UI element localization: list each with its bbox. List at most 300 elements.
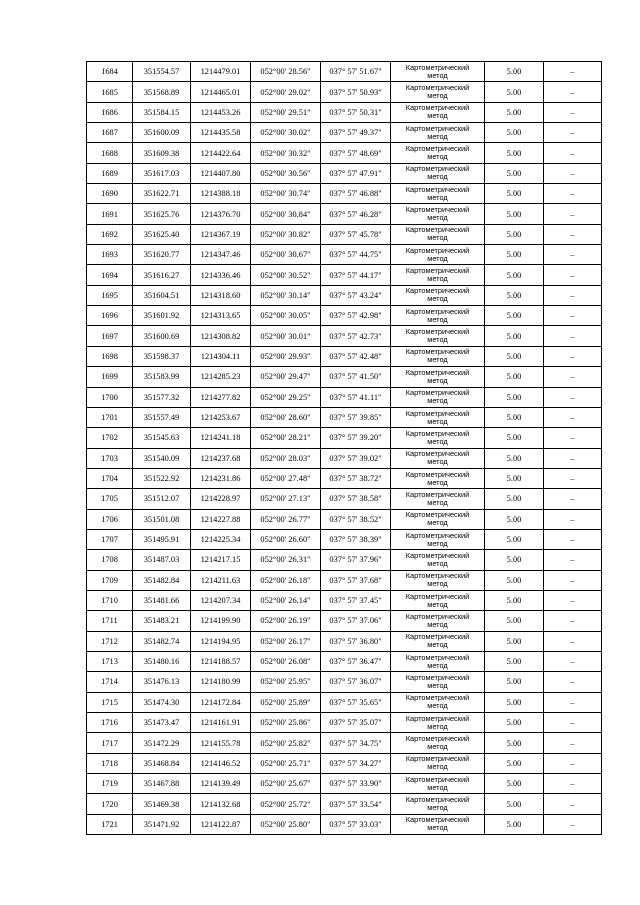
latitude-cell: 052°00' 30.32" [251,143,321,163]
point-number-cell: 1707 [87,529,133,549]
longitude-cell: 037° 57' 36.80" [321,631,391,651]
description-cell: – [544,733,602,753]
method-line-1: Картометрический [405,754,470,764]
y-coordinate-cell: 1214155.78 [191,733,251,753]
description-cell: – [544,428,602,448]
method-cell [391,794,485,814]
x-coordinate-cell: 351622.71 [133,184,191,204]
accuracy-cell: 5.00 [485,428,544,448]
method-line-2: метод [427,111,448,121]
accuracy-cell: 5.00 [485,204,544,224]
accuracy-cell: 5.00 [485,590,544,610]
method-line-1: Картометрический [405,103,470,113]
y-coordinate-cell: 1214199.90 [191,611,251,631]
x-coordinate-cell: 351598.37 [133,346,191,366]
longitude-cell: 037° 57' 33.03" [321,814,391,834]
method-line-2: метод [427,152,448,162]
description-cell: – [544,713,602,733]
method-line-2: метод [427,396,448,406]
description-cell: – [544,184,602,204]
description-cell: – [544,814,602,834]
y-coordinate-cell: 1214407.80 [191,163,251,183]
table-row [87,163,602,183]
longitude-cell: 037° 57' 45.78" [321,224,391,244]
description-cell: – [544,672,602,692]
y-coordinate-cell: 1214188.57 [191,651,251,671]
latitude-cell: 052°00' 29.25" [251,387,321,407]
point-number-cell: 1699 [87,367,133,387]
table-row [87,245,602,265]
point-number-cell: 1691 [87,204,133,224]
point-number-cell: 1695 [87,285,133,305]
method-cell [391,184,485,204]
method-cell [391,509,485,529]
method-line-1: Картометрический [405,388,470,398]
description-cell: – [544,611,602,631]
method-cell [391,814,485,834]
method-line-2: метод [427,558,448,568]
table-row [87,590,602,610]
y-coordinate-cell: 1214253.67 [191,407,251,427]
method-line-2: метод [427,599,448,609]
y-coordinate-cell: 1214217.15 [191,550,251,570]
method-line-2: метод [427,518,448,528]
method-line-2: метод [427,314,448,324]
description-cell: – [544,326,602,346]
latitude-cell: 052°00' 26.60" [251,529,321,549]
point-number-cell: 1714 [87,672,133,692]
latitude-cell: 052°00' 27.13" [251,489,321,509]
point-number-cell: 1688 [87,143,133,163]
method-cell [391,407,485,427]
point-number-cell: 1713 [87,651,133,671]
latitude-cell: 052°00' 25.72" [251,794,321,814]
description-cell: – [544,224,602,244]
x-coordinate-cell: 351480.16 [133,651,191,671]
table-row [87,489,602,509]
x-coordinate-cell: 351545.63 [133,428,191,448]
method-line-2: метод [427,619,448,629]
accuracy-cell: 5.00 [485,265,544,285]
table-row [87,123,602,143]
description-cell: – [544,346,602,366]
y-coordinate-cell: 1214336.46 [191,265,251,285]
table-row [87,204,602,224]
description-cell: – [544,204,602,224]
x-coordinate-cell: 351482.84 [133,570,191,590]
x-coordinate-cell: 351568.89 [133,82,191,102]
longitude-cell: 037° 57' 44.75" [321,245,391,265]
description-cell: – [544,143,602,163]
method-cell [391,326,485,346]
latitude-cell: 052°00' 29.02" [251,82,321,102]
method-line-1: Картометрический [405,713,470,723]
table-row [87,407,602,427]
table-row [87,611,602,631]
x-coordinate-cell: 351540.09 [133,448,191,468]
point-number-cell: 1693 [87,245,133,265]
y-coordinate-cell: 1214211.63 [191,570,251,590]
description-cell: – [544,774,602,794]
latitude-cell: 052°00' 30.84" [251,204,321,224]
point-number-cell: 1709 [87,570,133,590]
y-coordinate-cell: 1214367.19 [191,224,251,244]
method-line-1: Картометрический [405,306,470,316]
method-line-2: метод [427,213,448,223]
description-cell: – [544,590,602,610]
description-cell: – [544,489,602,509]
latitude-cell: 052°00' 28.21" [251,428,321,448]
x-coordinate-cell: 351557.49 [133,407,191,427]
y-coordinate-cell: 1214180.99 [191,672,251,692]
accuracy-cell: 5.00 [485,570,544,590]
method-line-1: Картометрический [405,144,470,154]
point-number-cell: 1718 [87,753,133,773]
description-cell: – [544,306,602,326]
point-number-cell: 1702 [87,428,133,448]
method-line-1: Картометрический [405,164,470,174]
latitude-cell: 052°00' 25.71" [251,753,321,773]
table-row [87,346,602,366]
accuracy-cell: 5.00 [485,631,544,651]
x-coordinate-cell: 351473.47 [133,713,191,733]
latitude-cell: 052°00' 27.48" [251,468,321,488]
method-line-2: метод [427,538,448,548]
method-cell [391,82,485,102]
method-cell [391,204,485,224]
method-line-1: Картометрический [405,449,470,459]
accuracy-cell: 5.00 [485,509,544,529]
method-cell [391,102,485,122]
point-number-cell: 1686 [87,102,133,122]
description-cell: – [544,285,602,305]
x-coordinate-cell: 351495.91 [133,529,191,549]
method-cell [391,753,485,773]
description-cell: – [544,123,602,143]
table-row [87,794,602,814]
accuracy-cell: 5.00 [485,672,544,692]
method-cell [391,224,485,244]
method-line-1: Картометрический [405,428,470,438]
table-row [87,428,602,448]
x-coordinate-cell: 351469.38 [133,794,191,814]
x-coordinate-cell: 351600.69 [133,326,191,346]
description-cell: – [544,407,602,427]
x-coordinate-cell: 351609.38 [133,143,191,163]
point-number-cell: 1716 [87,713,133,733]
table-row [87,814,602,834]
description-cell: – [544,794,602,814]
longitude-cell: 037° 57' 39.02" [321,448,391,468]
latitude-cell: 052°00' 28.60" [251,407,321,427]
longitude-cell: 037° 57' 42.48" [321,346,391,366]
latitude-cell: 052°00' 28.03" [251,448,321,468]
method-line-2: метод [427,70,448,80]
accuracy-cell: 5.00 [485,733,544,753]
method-line-1: Картометрический [405,225,470,235]
accuracy-cell: 5.00 [485,102,544,122]
point-number-cell: 1690 [87,184,133,204]
accuracy-cell: 5.00 [485,468,544,488]
method-cell [391,651,485,671]
latitude-cell: 052°00' 26.18" [251,570,321,590]
method-cell [391,346,485,366]
x-coordinate-cell: 351584.15 [133,102,191,122]
longitude-cell: 037° 57' 42.73" [321,326,391,346]
method-line-1: Картометрический [405,327,470,337]
longitude-cell: 037° 57' 50.31" [321,102,391,122]
method-line-2: метод [427,701,448,711]
method-cell [391,692,485,712]
longitude-cell: 037° 57' 38.72" [321,468,391,488]
method-line-1: Картометрический [405,611,470,621]
description-cell: – [544,102,602,122]
y-coordinate-cell: 1214231.86 [191,468,251,488]
x-coordinate-cell: 351482.74 [133,631,191,651]
method-cell [391,550,485,570]
table-row [87,224,602,244]
accuracy-cell: 5.00 [485,611,544,631]
longitude-cell: 037° 57' 36.47" [321,651,391,671]
table-row [87,774,602,794]
latitude-cell: 052°00' 30.01" [251,326,321,346]
y-coordinate-cell: 1214347.46 [191,245,251,265]
method-cell [391,387,485,407]
latitude-cell: 052°00' 25.86" [251,713,321,733]
accuracy-cell: 5.00 [485,814,544,834]
accuracy-cell: 5.00 [485,713,544,733]
longitude-cell: 037° 57' 35.65" [321,692,391,712]
longitude-cell: 037° 57' 33.54" [321,794,391,814]
method-cell [391,631,485,651]
method-cell [391,245,485,265]
method-line-2: метод [427,274,448,284]
table-row [87,550,602,570]
x-coordinate-cell: 351487.03 [133,550,191,570]
method-line-1: Картометрический [405,408,470,418]
accuracy-cell: 5.00 [485,346,544,366]
latitude-cell: 052°00' 28.56" [251,62,321,82]
longitude-cell: 037° 57' 39.20" [321,428,391,448]
point-number-cell: 1701 [87,407,133,427]
method-line-1: Картометрический [405,347,470,357]
method-line-2: метод [427,253,448,263]
y-coordinate-cell: 1214225.34 [191,529,251,549]
y-coordinate-cell: 1214139.49 [191,774,251,794]
description-cell: – [544,468,602,488]
method-line-1: Картометрический [405,510,470,520]
y-coordinate-cell: 1214161.91 [191,713,251,733]
latitude-cell: 052°00' 29.47" [251,367,321,387]
longitude-cell: 037° 57' 35.07" [321,713,391,733]
description-cell: – [544,245,602,265]
y-coordinate-cell: 1214285.23 [191,367,251,387]
latitude-cell: 052°00' 30.05" [251,306,321,326]
table-row [87,306,602,326]
method-line-1: Картометрический [405,652,470,662]
latitude-cell: 052°00' 30.02" [251,123,321,143]
x-coordinate-cell: 351476.13 [133,672,191,692]
point-number-cell: 1694 [87,265,133,285]
table-row [87,367,602,387]
longitude-cell: 037° 57' 49.37" [321,123,391,143]
method-line-1: Картометрический [405,815,470,825]
y-coordinate-cell: 1214313.65 [191,306,251,326]
table-row [87,184,602,204]
latitude-cell: 052°00' 26.77" [251,509,321,529]
longitude-cell: 037° 57' 37.68" [321,570,391,590]
method-line-1: Картометрический [405,83,470,93]
point-number-cell: 1687 [87,123,133,143]
latitude-cell: 052°00' 26.08" [251,651,321,671]
point-number-cell: 1697 [87,326,133,346]
longitude-cell: 037° 57' 37.96" [321,550,391,570]
x-coordinate-cell: 351600.09 [133,123,191,143]
longitude-cell: 037° 57' 37.06" [321,611,391,631]
point-number-cell: 1700 [87,387,133,407]
y-coordinate-cell: 1214277.82 [191,387,251,407]
y-coordinate-cell: 1214318.60 [191,285,251,305]
method-cell [391,529,485,549]
description-cell: – [544,631,602,651]
longitude-cell: 037° 57' 37.45" [321,590,391,610]
table-row [87,733,602,753]
method-cell [391,428,485,448]
method-line-1: Картометрический [405,550,470,560]
method-cell [391,713,485,733]
point-number-cell: 1712 [87,631,133,651]
latitude-cell: 052°00' 30.82" [251,224,321,244]
point-number-cell: 1703 [87,448,133,468]
accuracy-cell: 5.00 [485,753,544,773]
x-coordinate-cell: 351577.32 [133,387,191,407]
method-line-2: метод [427,294,448,304]
longitude-cell: 037° 57' 34.27" [321,753,391,773]
table-row [87,509,602,529]
method-line-1: Картометрический [405,591,470,601]
point-number-cell: 1692 [87,224,133,244]
method-line-2: метод [427,192,448,202]
table-row [87,692,602,712]
method-line-2: метод [427,823,448,833]
method-line-2: метод [427,131,448,141]
table-row [87,570,602,590]
method-line-2: метод [427,782,448,792]
method-line-1: Картометрический [405,632,470,642]
method-line-2: метод [427,640,448,650]
y-coordinate-cell: 1214172.84 [191,692,251,712]
description-cell: – [544,265,602,285]
x-coordinate-cell: 351583.99 [133,367,191,387]
method-line-2: метод [427,335,448,345]
y-coordinate-cell: 1214132.68 [191,794,251,814]
accuracy-cell: 5.00 [485,62,544,82]
x-coordinate-cell: 351471.92 [133,814,191,834]
point-number-cell: 1720 [87,794,133,814]
method-cell [391,285,485,305]
longitude-cell: 037° 57' 42.98" [321,306,391,326]
description-cell: – [544,570,602,590]
longitude-cell: 037° 57' 38.52" [321,509,391,529]
point-number-cell: 1704 [87,468,133,488]
method-cell [391,265,485,285]
method-cell [391,448,485,468]
description-cell: – [544,82,602,102]
table-body [87,62,602,835]
method-line-1: Картометрический [405,367,470,377]
x-coordinate-cell: 351512.07 [133,489,191,509]
table-row [87,672,602,692]
method-cell [391,489,485,509]
accuracy-cell: 5.00 [485,143,544,163]
method-line-1: Картометрический [405,693,470,703]
table-row [87,143,602,163]
latitude-cell: 052°00' 29.93" [251,346,321,366]
point-number-cell: 1685 [87,82,133,102]
accuracy-cell: 5.00 [485,285,544,305]
longitude-cell: 037° 57' 51.67" [321,62,391,82]
point-number-cell: 1689 [87,163,133,183]
latitude-cell: 052°00' 30.74" [251,184,321,204]
latitude-cell: 052°00' 26.14" [251,590,321,610]
x-coordinate-cell: 351604.51 [133,285,191,305]
longitude-cell: 037° 57' 33.90" [321,774,391,794]
accuracy-cell: 5.00 [485,123,544,143]
accuracy-cell: 5.00 [485,489,544,509]
method-line-2: метод [427,355,448,365]
latitude-cell: 052°00' 25.95" [251,672,321,692]
method-cell [391,143,485,163]
point-number-cell: 1705 [87,489,133,509]
longitude-cell: 037° 57' 48.69" [321,143,391,163]
description-cell: – [544,163,602,183]
accuracy-cell: 5.00 [485,306,544,326]
accuracy-cell: 5.00 [485,651,544,671]
x-coordinate-cell: 351467.88 [133,774,191,794]
method-line-1: Картометрический [405,795,470,805]
description-cell: – [544,651,602,671]
method-line-1: Картометрический [405,774,470,784]
table-row [87,713,602,733]
x-coordinate-cell: 351472.29 [133,733,191,753]
method-line-2: метод [427,436,448,446]
method-line-2: метод [427,172,448,182]
longitude-cell: 037° 57' 47.91" [321,163,391,183]
table-row [87,529,602,549]
x-coordinate-cell: 351620.77 [133,245,191,265]
x-coordinate-cell: 351468.84 [133,753,191,773]
table-row [87,448,602,468]
accuracy-cell: 5.00 [485,245,544,265]
point-number-cell: 1719 [87,774,133,794]
method-cell [391,590,485,610]
method-line-2: метод [427,721,448,731]
description-cell: – [544,692,602,712]
method-cell [391,733,485,753]
x-coordinate-cell: 351474.30 [133,692,191,712]
latitude-cell: 052°00' 26.17" [251,631,321,651]
method-line-1: Картометрический [405,245,470,255]
accuracy-cell: 5.00 [485,224,544,244]
latitude-cell: 052°00' 30.67" [251,245,321,265]
y-coordinate-cell: 1214227.88 [191,509,251,529]
latitude-cell: 052°00' 29.51" [251,102,321,122]
accuracy-cell: 5.00 [485,692,544,712]
method-line-2: метод [427,375,448,385]
x-coordinate-cell: 351522.92 [133,468,191,488]
y-coordinate-cell: 1214422.64 [191,143,251,163]
method-line-2: метод [427,742,448,752]
